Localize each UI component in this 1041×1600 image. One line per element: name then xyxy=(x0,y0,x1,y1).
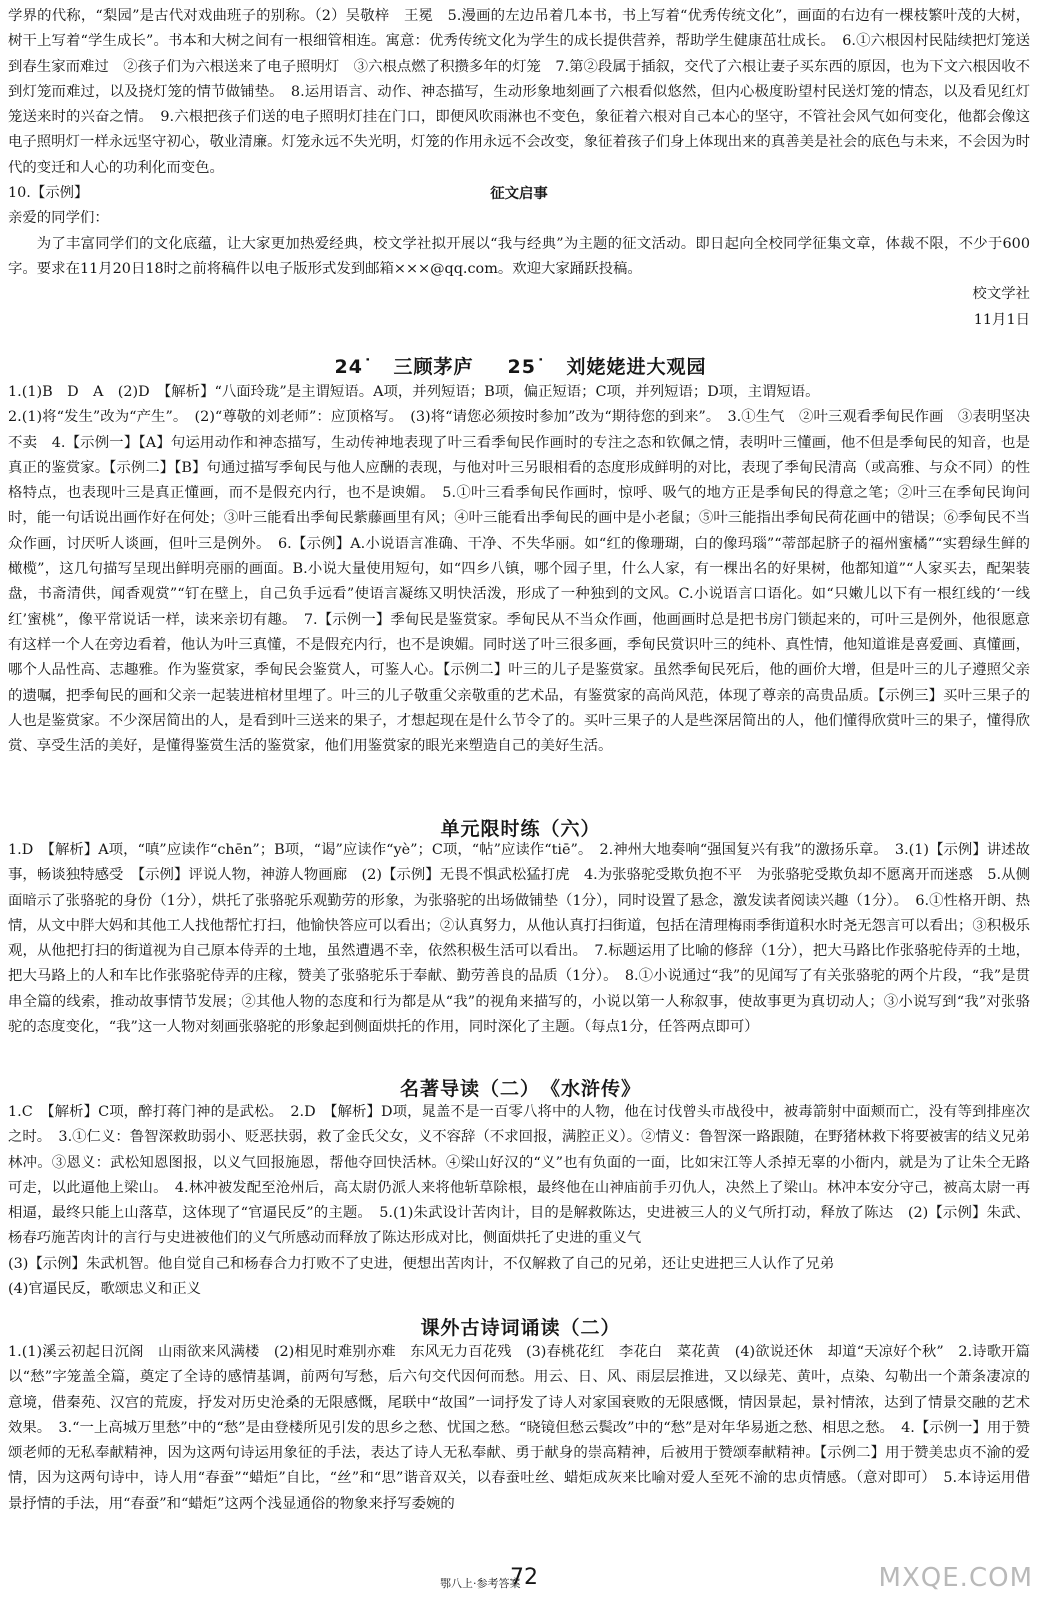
answer-paragraph: (3)【示例】朱武机智。他自觉自己和杨春合力打败不了史进，便想出苦肉计，不仅解救了自己的兄弟，还让史进把三人认作了兄弟 xyxy=(8,1255,835,1272)
footer-label: 鄂八上·参考答案 xyxy=(440,1577,521,1590)
notice-body: 为了丰富同学们的文化底蕴，让大家更加热爱经典，校文学社拟开展以“我与经典”为主题的征文活动。即日起向全校同学征集文章，体裁不限，不少于600字。要求在11月20日18时之前将稿件以电子版形式发到邮箱×××@qq.com。欢迎大家踊跃投稿。 xyxy=(8,235,1030,277)
example-label: 10.【示例】 xyxy=(8,185,89,202)
section-heading-24-25 xyxy=(0,352,1041,379)
page-number: 72 xyxy=(510,1565,538,1590)
unit-test-6-answers xyxy=(8,838,1030,1066)
notice-greeting: 亲爱的同学们： xyxy=(8,210,109,227)
classics-2-answers xyxy=(8,1100,1030,1310)
lesson-24-title: 24˙ 三顾茅庐 xyxy=(334,356,474,378)
lesson-25-title: 25˙ 刘姥姥进大观园 xyxy=(507,356,707,378)
answer-paragraph: 1.(1)B D A (2)D 【解析】“八面玲珑”是主谓短语。A项，并列短语；B项，偏正短语；C项，并列短语；D项，主谓短语。 xyxy=(8,384,820,400)
answer-paragraph: 2.(1)将“发生”改为“产生”。 (2)“尊敬的刘老师”：应顶格写。 (3)将“请您必须按时参加”改为“期待您的到来”。 3.①生气 ②叶三观看季甸民作画 ③表明坚决不卖 4.【示例一】【A】句运用动作和神态描写，生动传神地表现了叶三看季甸民作画时的专注之态和钦佩之情，表明叶三懂画，他不但是季甸民的知音，也是真正的鉴赏家。【示例二】【B】句通过描写季甸民与他人应酬的表现，与他对叶三另眼相看的态度形成鲜明的对比，表现了季甸民清高（或高雅、与众不同）的性格特点，也表现叶三是真正懂画，而不是假充内行，也不是谀媚。 5.①叶三看季甸民作画时，惊呼、吸气的地方正是季甸民的得意之笔；②叶三在季甸民询问时，能一句话说出画作好在何处；③叶三能看出季甸民紫藤画里有风；④叶三能看出季甸民的画中是小老鼠；⑤叶三能指出季甸民荷花画中的错误；⑥季甸民不当众作画，讨厌听人谈画，但叶三是例外。 6.【示例】A.小说语言准确、干净、不失华丽。如“红的像珊瑚，白的像玛瑙”“蒂部起脐子的福州蜜橘”“实碧绿生鲜的橄榄”，这几句描写呈现出鲜明亮丽的画面。B.小说大量使用短句，如“四乡八镇，哪个园子里，什么人家，有一棵出名的好果树，他都知道”“人家买去，配架装盘，书斋清供，闻香观赏”“钉在壁上，自己负手远看”使语言凝练又明快活泼，形成了一种独到的文风。C.小说语言口语化。如“只嫩儿以下有一根红线的‘一线红’蜜桃”，像平常说话一样，读来亲切有趣。 7.【示例一】季甸民是鉴赏家。季甸民从不当众作画，他画画时总是把书房门锁起来的，可叶三是例外，他很愿意有这样一个人在旁边看着，他认为叶三真懂，不是假充内行，也不是谀媚。同时送了叶三很多画，季甸民赏识叶三的纯朴、真性情，他知道谁是喜爱画、真懂画，哪个人品性高、志趣雅。作为鉴赏家，季甸民会鉴赏人，可鉴人心。【示例二】叶三的儿子是鉴赏家。虽然季甸民死后，他的画价大增，但是叶三的儿子遵照父亲的遗嘱，把季甸民的画和父亲一起装进棺材里埋了。叶三的儿子敬重父亲敬重的艺术品，有鉴赏家的高尚风范，体现了尊亲的高贵品质。【示例三】买叶三果子的人也是鉴赏家。不少深居简出的人，是看到叶三送来的果子，才想起现在是什么节令了的。买叶三果子的人是些深居简出的人，他们懂得欣赏叶三的果子，懂得欣赏、享受生活的美好，是懂得鉴赏生活的鉴赏家，他们用鉴赏家的眼光来塑造自己的美好生活。 xyxy=(8,409,1030,755)
page-footer xyxy=(0,1563,1041,1597)
answer-paragraph: (4)官逼民反，歌颂忠义和正义 xyxy=(8,1281,202,1298)
answer-paragraph: 1.(1)溪云初起日沉阁 山雨欲来风满楼 (2)相见时难别亦难 东风无力百花残 (3)春桃花红 李花白 菜花黄 (4)欲说还休 却道“天凉好个秋” 2.诗歌开篇以“愁”字笼盖全篇，奠定了全诗的感情基调，前两句写愁，后六句交代因何而愁。用云、日、风、雨层层推进，又以绿芜、黄叶，点染、勾勒出一个萧条凄凉的意境，借秦苑、汉宫的荒废，抒发对历史沧桑的无限感慨，尾联中“故国”一词抒发了诗人对家国衰败的无限感慨，情因景起，景衬情浓，达到了情景交融的艺术效果。 3.“一上高城万里愁”中的“愁”是由登楼所见引发的思乡之愁、忧国之愁。“晓镜但愁云鬓改”中的“愁”是对年华易逝之愁、相思之愁。 4.【示例一】用于赞颂老师的无私奉献精神，因为这两句诗运用象征的手法，表达了诗人无私奉献、勇于献身的崇高精神，后被用于赞颂奉献精神。【示例二】用于赞美忠贞不渝的爱情，因为这两句诗中，诗人用“春蚕”“蜡炬”自比，“丝”和“思”谐音双关，以春蚕吐丝、蜡炬成灰来比喻对爱人至死不渝的忠贞情感。（意对即可） 5.本诗运用借景抒情的手法，用“春蚕”和“蜡炬”这两个浅显通俗的物象来抒写委婉的 xyxy=(8,1344,1030,1512)
poetry-2-answers xyxy=(8,1340,1030,1562)
answer-item-10 xyxy=(8,181,1030,206)
section-heading-classics-2: 名著导读（二） 《水浒传》 xyxy=(399,1078,641,1100)
watermark: MXQE.COM xyxy=(878,1563,1033,1593)
answer-paragraph: 1.C 【解析】C项，醉打蒋门神的是武松。 2.D 【解析】D项，晁盖不是一百零八将中的人物，他在讨伐曾头市战役中，被毒箭射中面颊而亡，没有等到排座次之时。 3.①仁义：鲁智深救助弱小、贬恶扶弱，救了金氏父女，义不容辞（不求回报，满腔正义）。②情义：鲁智深一路跟随，在野猪林救下将要被害的结义兄弟林冲。③恩义：武松知恩图报，以义气回报施恩，帮他夺回快活林。④梁山好汉的“义”也有负面的一面，比如宋江等人杀掉无辜的小衙内，就是为了让朱仝无路可走，以此逼他上梁山。 4.林冲被发配至沧州后，高太尉仍派人来将他斩草除根，最终他在山神庙前手刃仇人，决然上了梁山。林冲本安分守己，被高太尉一再相逼，最终只能上山落草，这体现了“官逼民反”的主题。 5.(1)朱武设计苦肉计，目的是解救陈达，史进被三人的义气所打动，释放了陈达 (2)【示例】朱武、杨春巧施苦肉计的言行与史进被他们的义气所感动而释放了陈达形成对比，侧面烘托了史进的重义气 xyxy=(8,1104,1030,1247)
section-heading-unit-test-6: 单元限时练（六） xyxy=(440,818,601,840)
answers-items-4-9: 学界的代称，“梨园”是古代对戏曲班子的别称。（2）吴敬梓 王冕 5.漫画的左边吊着几本书，书上写着“优秀传统文化”，画面的右边有一棵枝繁叶茂的大树，树干上写着“学生成长”。书本和大树之间有一根细管相连。寓意：优秀传统文化为学生的成长提供营养，帮助学生健康茁壮成长。 6.①六根因村民陆续把灯笼送到春生家而难过 ②孩子们为六根送来了电子照明灯 ③六根点燃了积攒多年的灯笼 7.第②段属于插叙，交代了六根让妻子买东西的原因，也为下文六根因收不到灯笼而难过，以及挠灯笼的情节做铺垫。 8.运用语言、动作、神态描写，生动形象地刻画了六根看似悠然，但内心极度盼望村民送灯笼的情态，以及看见红灯笼送来时的兴奋之情。 9.六根把孩子们送的电子照明灯挂在门口，即便风吹雨淋也不变色，象征着六根对自己本心的坚守，不管社会风气如何变化，他都会像这电子照明灯一样永远坚守初心，敬业清廉。灯笼永远不失光明，灯笼的作用永远不会改变，象征着孩子们身上体现出来的真善美是社会的底色与未来，不会因为时代的变迁和人心的功利化而变色。 xyxy=(8,8,1030,176)
notice-title: 征文启事 xyxy=(490,185,548,203)
notice-signer: 校文学社 xyxy=(972,286,1030,303)
answers-section-continued xyxy=(8,4,1030,330)
section-heading-poetry-2: 课外古诗词诵读（二） xyxy=(420,1317,621,1339)
lesson-24-25-answers xyxy=(8,380,1030,810)
notice-date: 11月1日 xyxy=(973,311,1030,328)
answer-paragraph: 1.D 【解析】A项，“嗔”应读作“chēn”；B项，“谒”应读作“yè”；C项，“帖”应读作“tiē”。 2.神州大地奏响“强国复兴有我”的激扬乐章。 3.(1)【示例】讲述故事，畅谈独特感受 【示例】评说人物，神游人物画廊 (2)【示例】无畏不惧武松猛打虎 4.为张骆驼受欺负抱不平 为张骆驼受欺负却不愿离开而迷惑 5.从侧面暗示了张骆驼的身份（1分），烘托了张骆驼乐观勤劳的形象，为张骆驼的出场做铺垫（1分），同时设置了悬念，激发读者阅读兴趣（1分）。 6.①性格开朗、热情，从文中胖大妈和其他工人找他帮忙打扫，他愉快答应可以看出；②认真努力，从他认真打扫街道，包括在清理梅雨季街道积水时尧无怨言可以看出；③积极乐观，从他把打扫的街道视为自己原本侍弄的土地，虽然遭遇不幸，依然积极生活可以看出。 7.标题运用了比喻的修辞（1分），把大马路比作张骆驼侍弄的土地，把大马路上的人和车比作张骆驼侍弄的庄稼，赞美了张骆驼乐于奉献、勤劳善良的品质（1分）。 8.①小说通过“我”的见闻写了有关张骆驼的两个片段，“我”是贯串全篇的线索，推动故事情节发展；②其他人物的态度和行为都是从“我”的视角来描写的，小说以第一人称叙事，使故事更为真切动人；③小说写到“我”对张骆驼的态度变化，“我”这一人物对刻画张骆驼的形象起到侧面烘托的作用，同时深化了主题。（每点1分，任答两点即可） xyxy=(8,842,1030,1036)
